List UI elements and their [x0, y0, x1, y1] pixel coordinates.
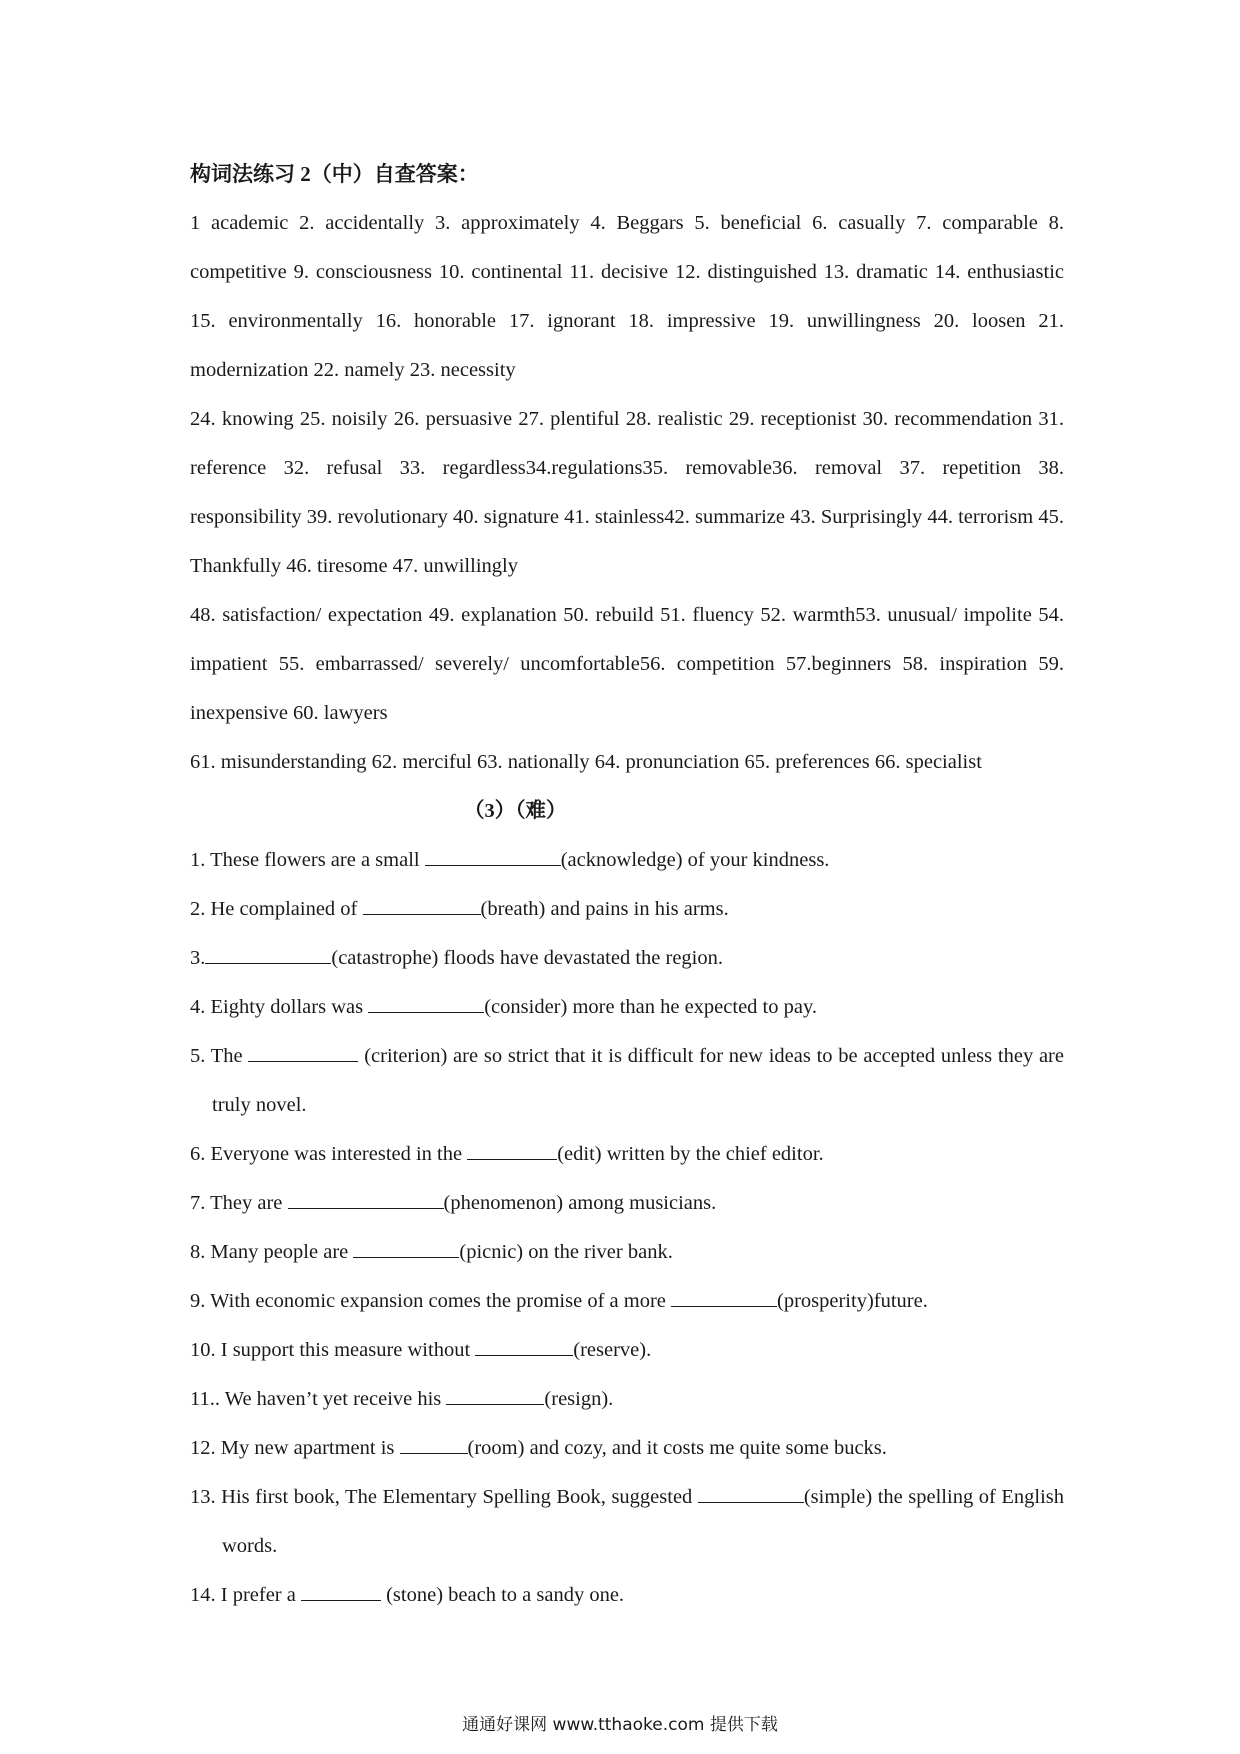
question-text-after: (resign).	[544, 1388, 614, 1410]
question-5	[190, 1032, 1064, 1130]
question-text-before: 3.	[190, 947, 206, 969]
question-text-before: 4. Eighty dollars was	[190, 996, 369, 1018]
answer-blank	[368, 994, 484, 1013]
answer-paragraph-4: 61. misunderstanding 62. merciful 63. nationally 64. pronunciation 65. preferences 66. specialist	[190, 751, 982, 773]
answer-blank	[363, 896, 481, 915]
answer-key-heading: 构词法练习 2（中）自查答案：	[190, 162, 479, 186]
answer-blank	[400, 1435, 468, 1454]
question-4	[190, 983, 1064, 1032]
question-text-after: (picnic) on the river bank.	[459, 1241, 673, 1263]
question-text-before: 6. Everyone was interested in the	[190, 1143, 468, 1165]
question-text-after: (criterion) are so strict that it is difficult for new ideas to be accepted unless they are truly novel.	[212, 1045, 1064, 1116]
answer-paragraph-2: 24. knowing 25. noisily 26. persuasive 27. plentiful 28. realistic 29. receptionist 30. recommendation 31. reference 32. refusal 33. regardless34.regulations35. removable36. removal 37. repetition 38. responsibility 39. revolutionary 40. signature 41. stainless42. summarize 43. Surprisingly 44. terrorism 45. Thankfully 46. tiresome 47. unwillingly	[190, 408, 1064, 577]
question-text-before: 13. His first book, The Elementary Spelling Book, suggested	[190, 1486, 698, 1508]
question-6	[190, 1130, 1064, 1179]
question-text-before: 14. I prefer a	[190, 1584, 301, 1606]
question-text-after: (reserve).	[573, 1339, 652, 1361]
answer-blank	[671, 1288, 777, 1307]
question-text-after: (edit) written by the chief editor.	[557, 1143, 824, 1165]
question-9	[190, 1277, 1064, 1326]
question-text-after: (phenomenon) among musicians.	[443, 1192, 717, 1214]
question-3	[190, 934, 1064, 983]
question-11	[190, 1375, 1064, 1424]
page-footer: 通通好课网 www.tthaoke.com 提供下载	[462, 1715, 778, 1735]
question-text-after: (acknowledge) of your kindness.	[560, 849, 830, 871]
question-text-before: 8. Many people are	[190, 1241, 354, 1263]
answer-blank	[467, 1141, 557, 1160]
answer-blank	[353, 1239, 459, 1258]
answer-blank	[301, 1582, 381, 1601]
question-text-before: 2. He complained of	[190, 898, 363, 920]
question-text-before: 5. The	[190, 1045, 249, 1067]
question-text-before: 9. With economic expansion comes the promise of a more	[190, 1290, 671, 1312]
question-1	[190, 836, 1064, 885]
question-text-before: 7. They are	[190, 1192, 288, 1214]
question-10	[190, 1326, 1064, 1375]
section-title: （3）（难）	[464, 800, 567, 822]
question-2	[190, 885, 1064, 934]
answer-blank	[288, 1190, 444, 1209]
question-text-after: (breath) and pains in his arms.	[480, 898, 729, 920]
answer-blank	[425, 847, 561, 866]
question-13	[190, 1473, 1064, 1571]
question-text-after: (stone) beach to a sandy one.	[380, 1584, 625, 1606]
question-text-after: (catastrophe) floods have devastated the region.	[331, 947, 723, 969]
answer-blank	[248, 1043, 358, 1062]
question-12	[190, 1424, 1064, 1473]
answer-paragraph-3: 48. satisfaction/ expectation 49. explanation 50. rebuild 51. fluency 52. warmth53. unusual/ impolite 54. impatient 55. embarrassed/ severely/ uncomfortable56. competition 57.beginners 58. inspiration 59. inexpensive 60. lawyers	[190, 604, 1064, 724]
answer-blank	[205, 945, 331, 964]
question-text-before: 12. My new apartment is	[190, 1437, 400, 1459]
question-text-before: 11.. We haven’t yet receive his	[190, 1388, 447, 1410]
question-text-after: (prosperity)future.	[777, 1290, 928, 1312]
question-text-after: (consider) more than he expected to pay.	[484, 996, 818, 1018]
answer-blank	[475, 1337, 573, 1356]
question-8	[190, 1228, 1064, 1277]
question-text-before: 10. I support this measure without	[190, 1339, 476, 1361]
question-text-after: (room) and cozy, and it costs me quite some bucks.	[467, 1437, 887, 1459]
answer-blank	[698, 1484, 804, 1503]
question-14	[190, 1571, 1064, 1620]
answer-paragraph-1: 1 academic 2. accidentally 3. approximately 4. Beggars 5. beneficial 6. casually 7. comparable 8. competitive 9. consciousness 10. continental 11. decisive 12. distinguished 13. dramatic 14. enthusiastic 15. environmentally 16. honorable 17. ignorant 18. impressive 19. unwillingness 20. loosen 21. modernization 22. namely 23. necessity	[190, 212, 1064, 381]
question-text-before: 1. These flowers are a small	[190, 849, 425, 871]
answer-blank	[446, 1386, 544, 1405]
question-7	[190, 1179, 1064, 1228]
document-page	[190, 150, 1064, 1620]
question-text-after: (simple) the spelling of English words.	[222, 1486, 1064, 1557]
